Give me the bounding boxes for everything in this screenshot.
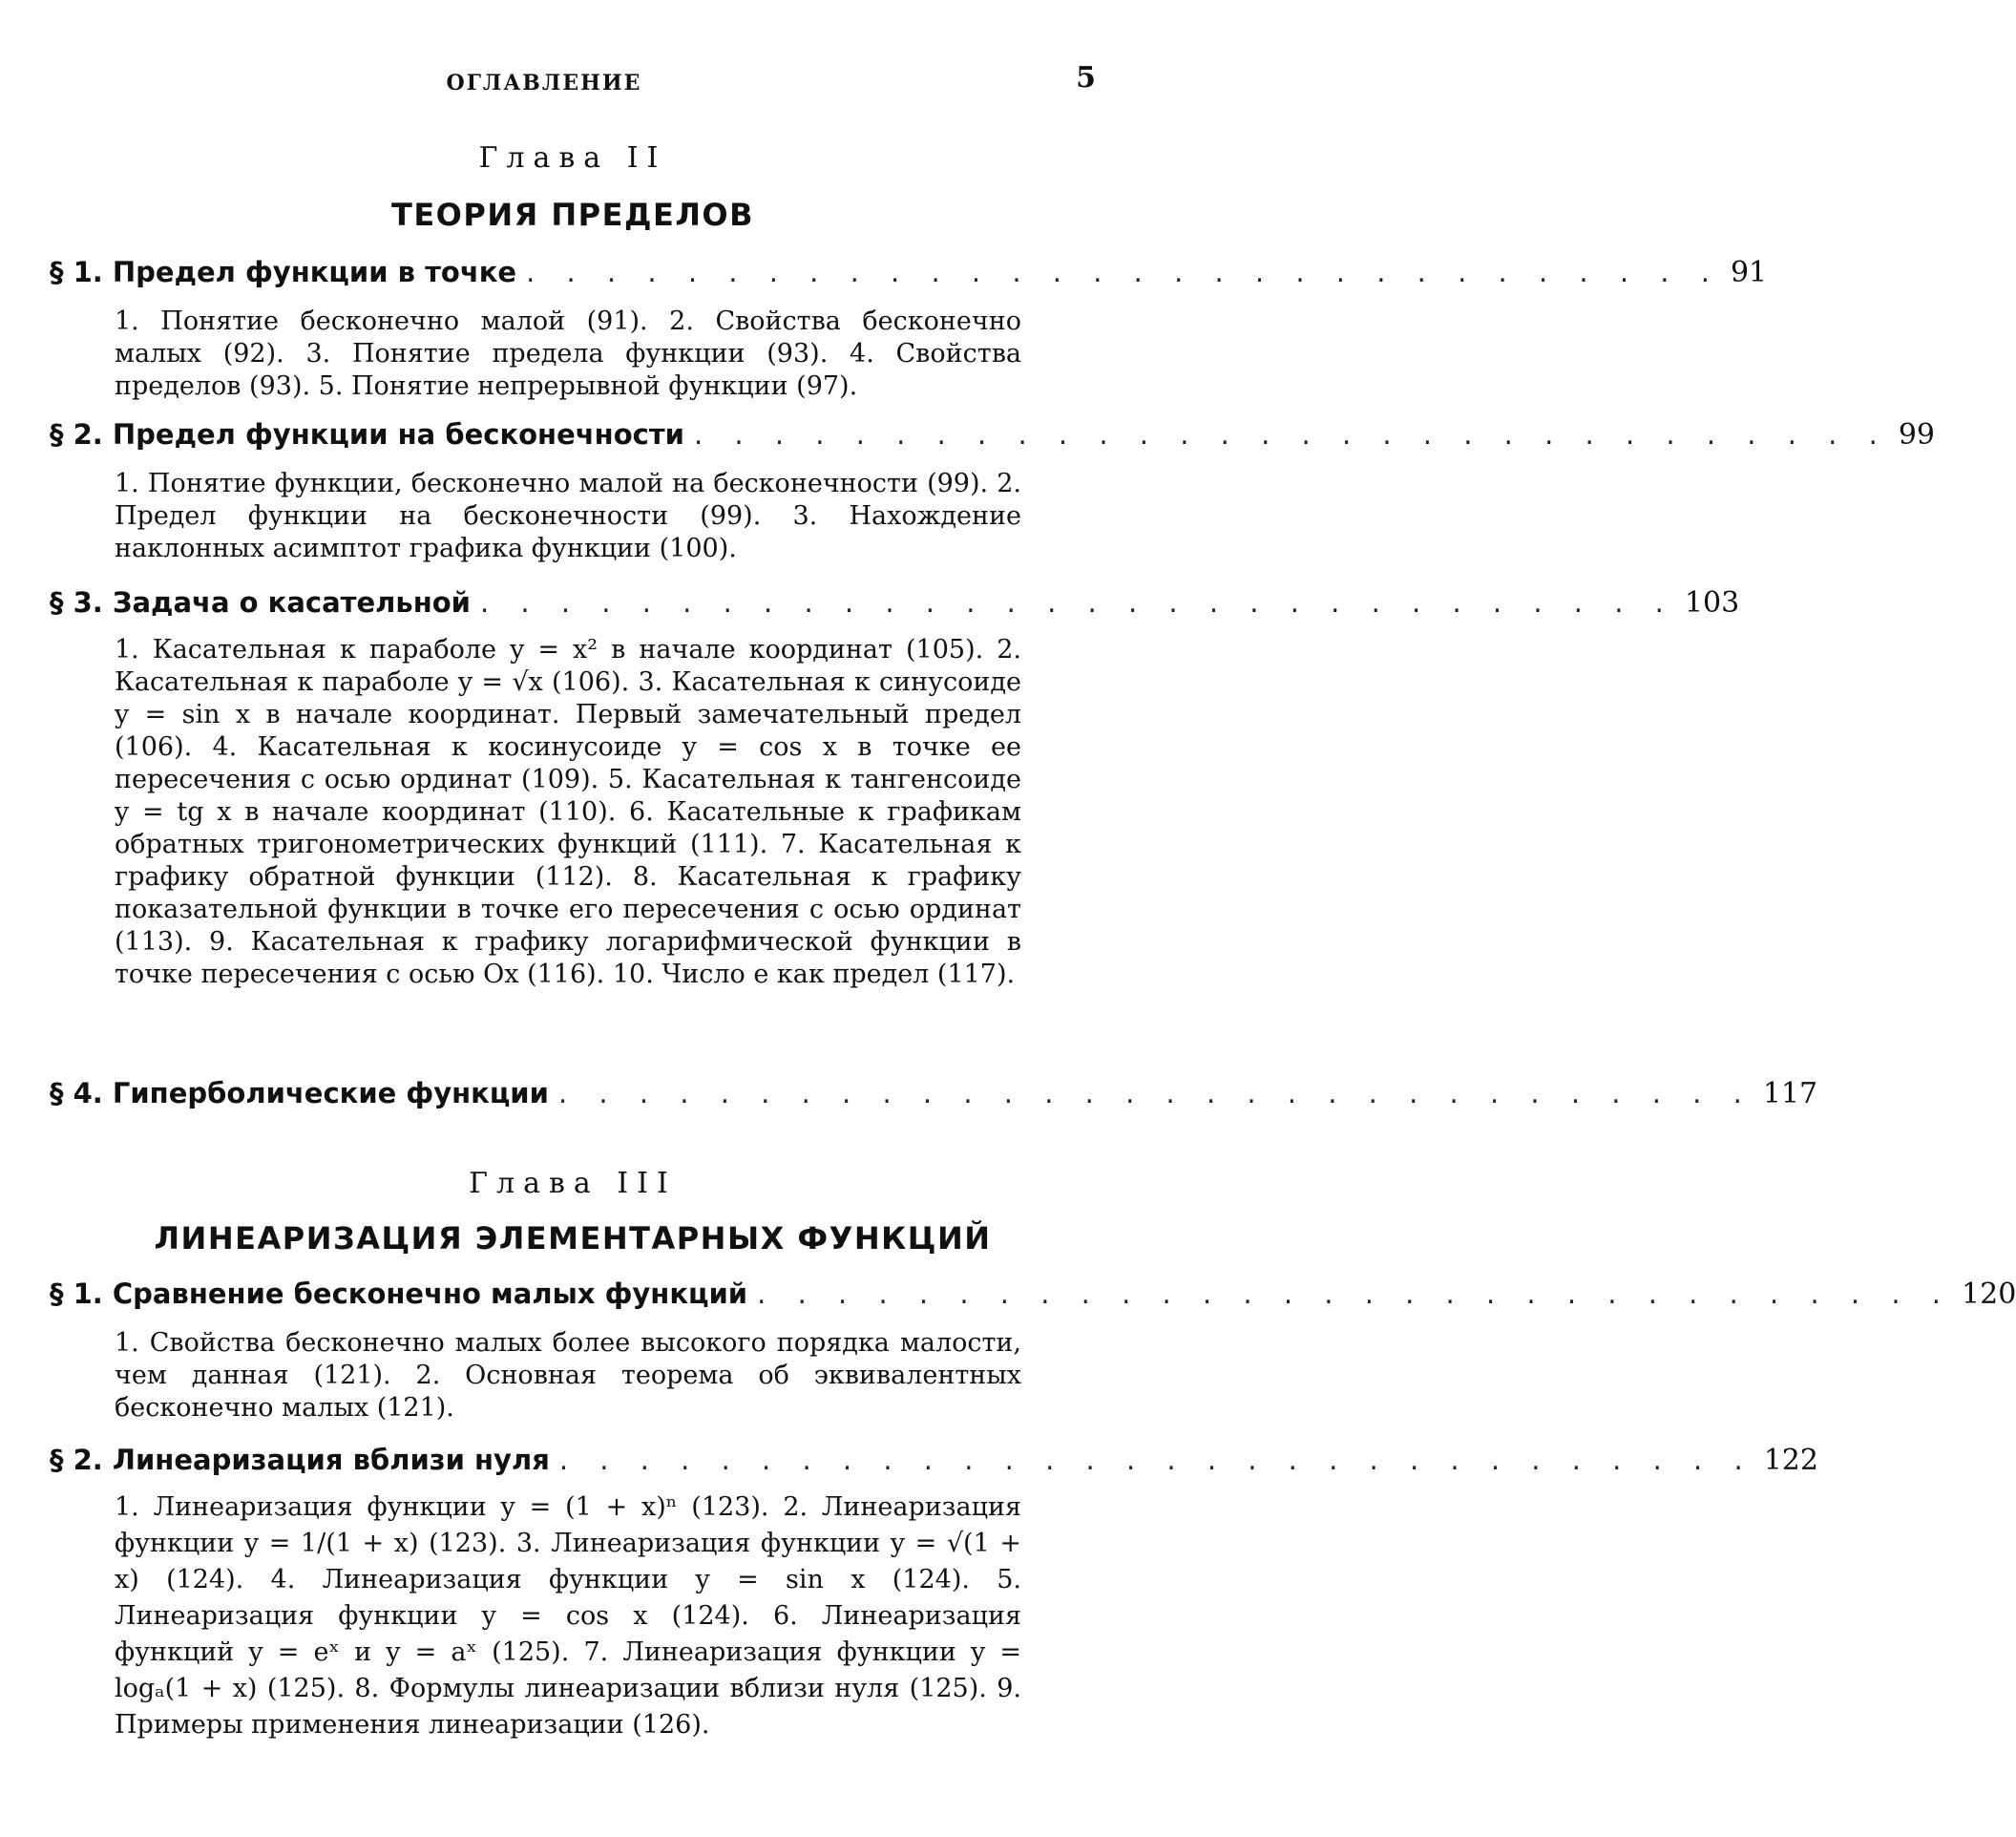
chapter-title: ЛИНЕАРИЗАЦИЯ ЭЛЕМЕНТАРНЫХ ФУНКЦИЙ (0, 1220, 1145, 1256)
section-page-number: 117 (1763, 1077, 1817, 1110)
chapter-label: Глава III (0, 1167, 1145, 1200)
section-contents: 1. Понятие бесконечно малой (91). 2. Свойства бесконечно малых (92). 3. Понятие предела функции (93). 4. Свойства пределов (93). 5. Понятие непрерывной функции (97). (115, 306, 1021, 403)
section-contents: 1. Касательная к параболе y = x² в начале координат (105). 2. Касательная к параболе y = √x (106). 3. Касательная к синусоиде y = sin x в начале координат. Первый замечательный предел (106). 4. Касательная к косинусоиде y = cos x в точке ее пересечения с осью ординат (109). 5. Касательная к тангенсоиде y = tg x в начале координат (110). 6. Касательные к графикам обратных тригонометрических функций (111). 7. Касательная к графику обратной функции (112). 8. Касательная к графику показательной функции в точке его пересечения с осью ординат (113). 9. Касательная к графику логарифмической функции в точке пересечения с осью Ox (116). 10. Число e как предел (117). (115, 634, 1021, 991)
section-title: § 1. Сравнение бесконечно малых функций (50, 1277, 747, 1310)
page-number: 5 (1076, 61, 1096, 95)
running-head: ОГЛАВЛЕНИЕ (0, 71, 1117, 95)
section-page-number: 103 (1685, 586, 1739, 620)
book-page (0, 0, 1145, 1837)
toc-section-heading[interactable] (50, 256, 1096, 298)
section-contents: 1. Свойства бесконечно малых более высокого порядка малости, чем данная (121). 2. Основная теорема об эквивалентных бесконечно малых (121). (115, 1327, 1021, 1425)
section-title: § 1. Предел функции в точке (50, 256, 516, 288)
section-title: § 2. Предел функции на бесконечности (50, 418, 684, 451)
section-title: § 4. Гиперболические функции (50, 1077, 549, 1109)
dot-leader: . . . . . . . . . . . . . . . . . . . . . . . . . . . . . . (480, 586, 1675, 619)
dot-leader: . . . . . . . . . . . . . . . . . . . . . . . . . . . . . . (559, 1444, 1754, 1476)
dot-leader: . . . . . . . . . . . . . . . . . . . . . . . . . . . . . . (526, 256, 1721, 288)
section-contents: 1. Линеаризация функции y = (1 + x)ⁿ (123). 2. Линеаризация функции y = 1/(1 + x) (123). 3. Линеаризация функции y = √(1 + x) (124). 4. Линеаризация функции y = sin x (124). 5. Линеаризация функции y = cos x (124). 6. Линеаризация функций y = eˣ и y = aˣ (125). 7. Линеаризация функции y = logₐ(1 + x) (125). 8. Формулы линеаризации вблизи нуля (125). 9. Примеры применения линеаризации (126). (115, 1489, 1021, 1743)
chapter-title: ТЕОРИЯ ПРЕДЕЛОВ (0, 197, 1145, 233)
section-page-number: 122 (1764, 1444, 1818, 1477)
section-title: § 2. Линеаризация вблизи нуля (50, 1444, 550, 1476)
toc-section-heading[interactable] (50, 1277, 1096, 1320)
dot-leader: . . . . . . . . . . . . . . . . . . . . . . . . . . . . . . (757, 1277, 1952, 1310)
section-page-number: 91 (1731, 256, 1767, 289)
section-page-number: 120 (1962, 1277, 2016, 1311)
section-contents: 1. Понятие функции, бесконечно малой на бесконечности (99). 2. Предел функции на бесконечности (99). 3. Нахождение наклонных асимптот графика функции (100). (115, 468, 1021, 565)
section-page-number: 99 (1899, 418, 1935, 452)
toc-section-heading[interactable] (50, 1444, 1096, 1486)
toc-section-heading[interactable] (50, 1077, 1096, 1119)
dot-leader: . . . . . . . . . . . . . . . . . . . . . . . . . . . . . . (694, 418, 1889, 451)
chapter-label: Глава II (0, 141, 1145, 175)
toc-section-heading[interactable] (50, 586, 1096, 628)
toc-section-heading[interactable] (50, 418, 1096, 460)
section-title: § 3. Задача о касательной (50, 586, 471, 619)
dot-leader: . . . . . . . . . . . . . . . . . . . . . . . . . . . . . . (558, 1077, 1754, 1109)
